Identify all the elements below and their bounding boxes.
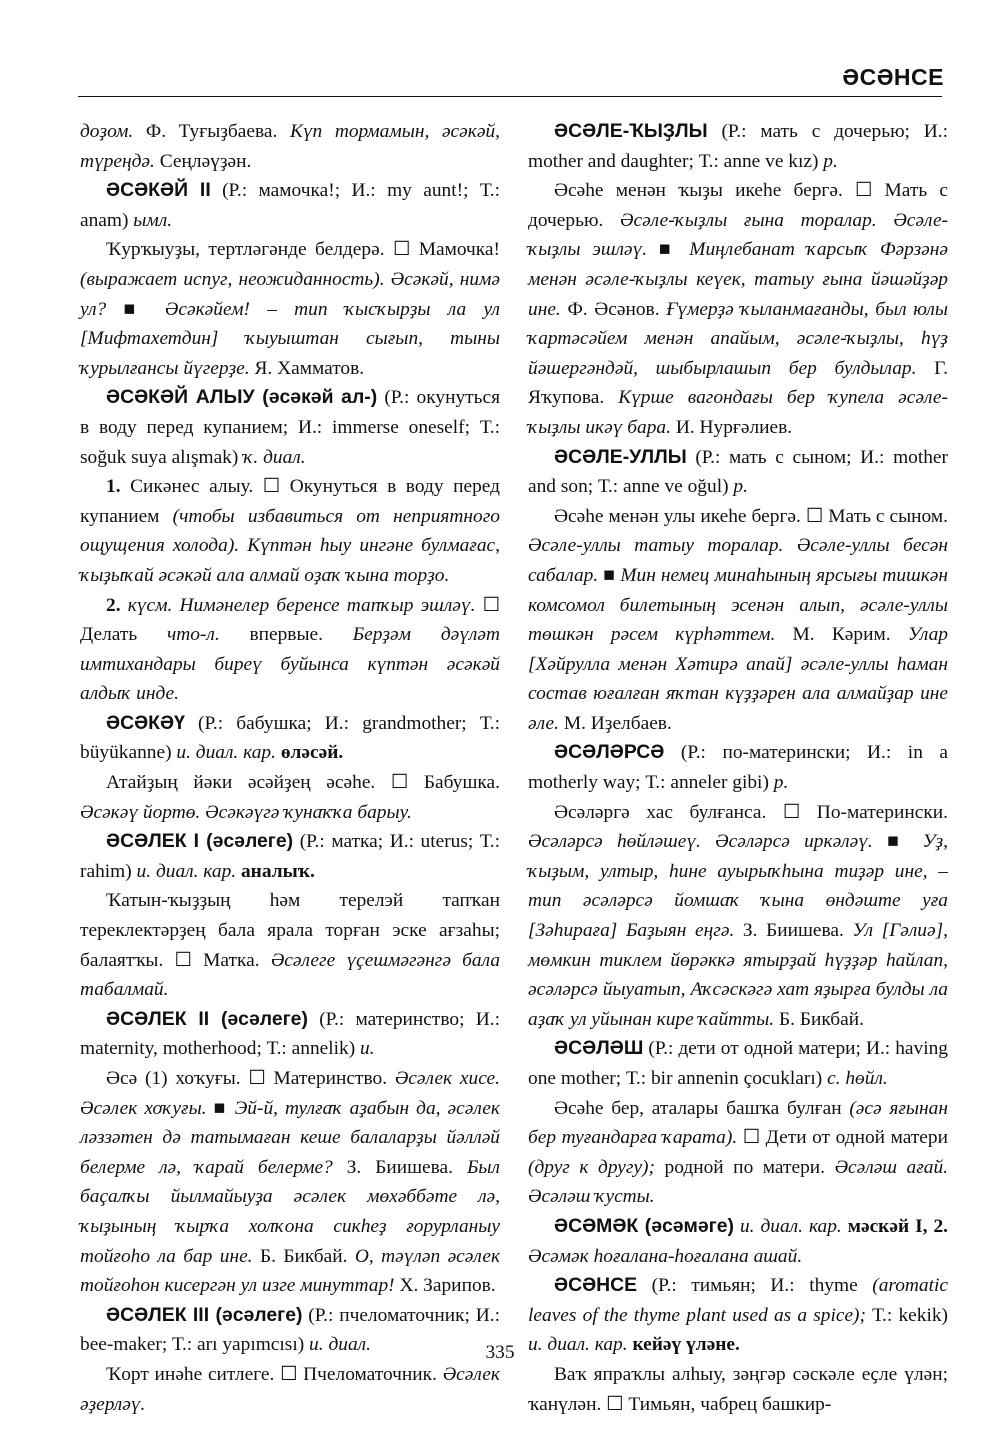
left_column-paragraph: ӘСӘКӘҮ (Р.: бабушка; И.: grandmother; Т.: büyükanne) и. диал. кар. өләсәй. (80, 711, 500, 764)
headword: ӘСӘЛЕК III (әсәлеге) (106, 1303, 303, 1326)
right_column-paragraph: Әсәһе менән ҡыҙы икеһе бергә. ☐ Мать с дочерью. Әсәле-ҡыҙлы ғына торалар. Әсәле-ҡыҙлы эшләү. ■ Миңлебанат ҡарсыҡ Фәрзәнә менән әсәле-ҡыҙлы кеүек, татыу ғына йәшәйҙәр ине. Ф. Әсәнов. Ғүмерҙә ҡыланмағанды, был юлы ҡартәсәйем менән апайым, әсәле-ҡыҙлы, һүҙ йәшергәндәй, шыбырлашып бер булдылар. Г. Яҡупова. Күрше вагондағы бер ҡупела әсәле-ҡыҙлы икәү бара. И. Нурғәлиев. (528, 180, 949, 438)
left_column-paragraph: Әсә (1) хоҡуғы. ☐ Материнство. Әсәлек хисе. Әсәлек хоҡуғы. ■ Эй-й, тулғаҡ аҙабын да, әсәлек ләззәтен дә татымаған кеше балаларҙы йәлләй белерме лә, ҡарай белерме? З. Биишева. Был баҫалҡы йылмайыуҙа әсәлек мөхәббәте лә, ҡыҙының ҡырҡа холҡона сикһеҙ ғорурланыу тойғоһо ла бар ине. Б. Бикбай. О, тәүләп әсәлек тойғоһон кисергән ул изге минуттар! Х. Зарипов. (80, 1068, 501, 1297)
left_column-paragraph: ӘСӘЛЕК III (әсәлеге) (Р.: пчеломаточник; И.: bee-maker; Т.: arı yapımcısı) и. диал. (80, 1303, 500, 1356)
left_column-paragraph: Ҡорт инәһе ситлеге. ☐ Пчеломаточник. Әсәлек әҙерләү. (80, 1363, 500, 1415)
header-rule (78, 96, 942, 97)
right_column-paragraph: ӘСӘНСЕ (Р.: тимьян; И.: thyme (aromatic leaves of the thyme plant used as a spice); Т.: kekik) и. диал. кар. кейәү үләне. (528, 1274, 948, 1356)
headword: ӘСӘНСЕ (554, 1274, 638, 1297)
right_column-paragraph: Әсәләргә хас булғанса. ☐ По-матерински. Әсәләрсә һөйләшеү. Әсәләрсә иркәләү. ■ Уҙ, ҡыҙым, ултыр, һине ауырыҡһына тиҙәр ине, – тип әсәләрсә йомшаҡ ҡына өндәште уға [Зәһираға] Баҙыян еңгә. З. Биишева. Ул [Гәлиә], мөмкин тиклем йөрәккә ятырҙай һүҙҙәр һайлап, әсәләрсә йыуатып, Аҡсәскәгә хат яҙырға булды ла аҙаҡ ул уйынан кире ҡайтты. Б. Бикбай. (528, 801, 949, 1030)
running-head: ӘСӘНСЕ (842, 64, 944, 90)
left_column-paragraph: ӘСӘЛЕК I (әсәлеге) (Р.: матка; И.: uterus; Т.: rahim) и. диал. кар. аналыҡ. (80, 830, 501, 882)
left_column-paragraph: ӘСӘЛЕК II (әсәлеге) (Р.: материнство; И.: maternity, motherhood; Т.: annelik) и. (80, 1007, 500, 1060)
left_column-paragraph: доҙом. Ф. Туғыҙбаева. Күп тормамын, әсәкәй, түреңдә. Сеңләүҙән. (80, 121, 500, 172)
headword: ӘСӘКӘЙ II (106, 179, 211, 202)
right_column-paragraph: ӘСӘЛӘРСӘ (Р.: по-матерински; И.: in a motherly way; Т.: anneler gibi) р. (528, 741, 948, 794)
headword: ӘСӘКӘЙ АЛЫУ (әсәкәй ал-) (106, 386, 378, 409)
left-column (80, 117, 500, 1419)
headword: ӘСӘМӘК (әсәмәге) (554, 1214, 734, 1237)
headword: ӘСӘЛЕК II (әсәлеге) (106, 1007, 308, 1030)
right_column-paragraph: ӘСӘМӘК (әсәмәге) и. диал. кар. мәскәй I, 2. Әсәмәк һоғалана-һоғалана ашай. (528, 1214, 948, 1267)
headword: ӘСӘКӘҮ (106, 711, 185, 734)
page-number: 335 (485, 1342, 515, 1363)
right-column (528, 117, 948, 1419)
headword: ӘСӘЛЕ-УЛЛЫ (554, 445, 687, 468)
left_column-paragraph: ӘСӘКӘЙ АЛЫУ (әсәкәй ал-) (Р.: окунуться в воду перед купанием; И.: immerse oneself; Т.: soğuk suya alışmak) ҡ. диал. (80, 386, 500, 468)
right_column-paragraph: ӘСӘЛЕ-УЛЛЫ (Р.: мать с сыном; И.: mother and son; Т.: anne ve oğul) р. (528, 445, 948, 498)
left_column-paragraph: Ҡатын-ҡыҙҙың һәм терелэй тапҡан тереклектәрҙең бала ярала торған эске ағзаһы; балаятҡы. ☐ Матка. Әсәлеге үҫешмәгәнгә бала табалмай. (80, 890, 501, 1001)
right_column-paragraph: ӘСӘЛӘШ (Р.: дети от одной матери; И.: having one mother; Т.: bir annenin çocukları) с. һөйл. (528, 1037, 948, 1089)
right_column-paragraph: Әсәһе бер, аталары башҡа булған (әсә яғынан бер туғандарға ҡарата). ☐ Дети от одной матери (друг к другу); родной по матери. Әсәләш ағай. Әсәләш ҡусты. (528, 1097, 948, 1208)
left_column-paragraph: Атайҙың йәки әсәйҙең әсәһе. ☐ Бабушка. Әсәкәү йортө. Әсәкәүгә ҡунаҡҡа барыу. (80, 772, 500, 823)
headword: ӘСӘЛЕ-ҠЫҘЛЫ (554, 120, 708, 142)
left_column-paragraph: 2. күсм. Нимәнелер беренсе тапҡыр эшләү. ☐ Делать что-л. впервые. Берҙәм дәүләт имтихандары биреү буйынса күптән әсәкәй алдыҡ инде. (80, 594, 501, 705)
right_column-paragraph: Ваҡ япраҡлы алһыу, зәңгәр сәскәле еҫле үлән; ҡанүлән. ☐ Тимьян, чабрец башкир- (528, 1363, 948, 1415)
headword: ӘСӘЛӘШ (554, 1037, 644, 1060)
right_column-paragraph: Әсәһе менән улы икеһе бергә. ☐ Мать с сыном. Әсәле-уллы татыу торалар. Әсәле-уллы бесән сабалар. ■ Мин немец минаһының ярсығы тишкән комсомол билетының эсенән алып, әсәле-уллы төшкән рәсем күрһәттем. М. Кәрим. Улар [Хәйрулла менән Хәтирә апай] әсәле-уллы һаман состав юғалған яҡтан күҙҙәрен ала алмайҙар ине әле. М. Иҙелбаев. (528, 505, 948, 734)
left_column-paragraph: ӘСӘКӘЙ II (Р.: мамочка!; И.: my aunt!; Т.: anam) ымл. (80, 179, 500, 231)
left_column-paragraph: 1. Сикәнес алыу. ☐ Окунуться в воду перед купанием (чтобы избавиться от неприятного ощущения холода). Күптән һыу ингәне булмағас, ҡыҙыҡай әсәкәй ала алмай оҙаҡ ҡына торҙо. (80, 476, 500, 586)
left_column-paragraph: Ҡурҡыуҙы, тертләгәнде белдерә. ☐ Мамочка! (выражает испуг, неожиданность). Әсәкәй, нимә ул? ■ Әсәкәйем! – тип ҡысҡырҙы ла ул [Мифтахетдин] ҡыуыштан сығып, тыны ҡурылғансы йүгерҙе. Я. Хамматов. (80, 239, 500, 379)
headword: ӘСӘЛЕК I (әсәлеге) (106, 830, 294, 853)
right_column-paragraph: ӘСӘЛЕ-ҠЫҘЛЫ (Р.: мать с дочерью; И.: mother and daughter; Т.: anne ve kız) р. (528, 120, 948, 172)
headword: ӘСӘЛӘРСӘ (554, 741, 665, 764)
